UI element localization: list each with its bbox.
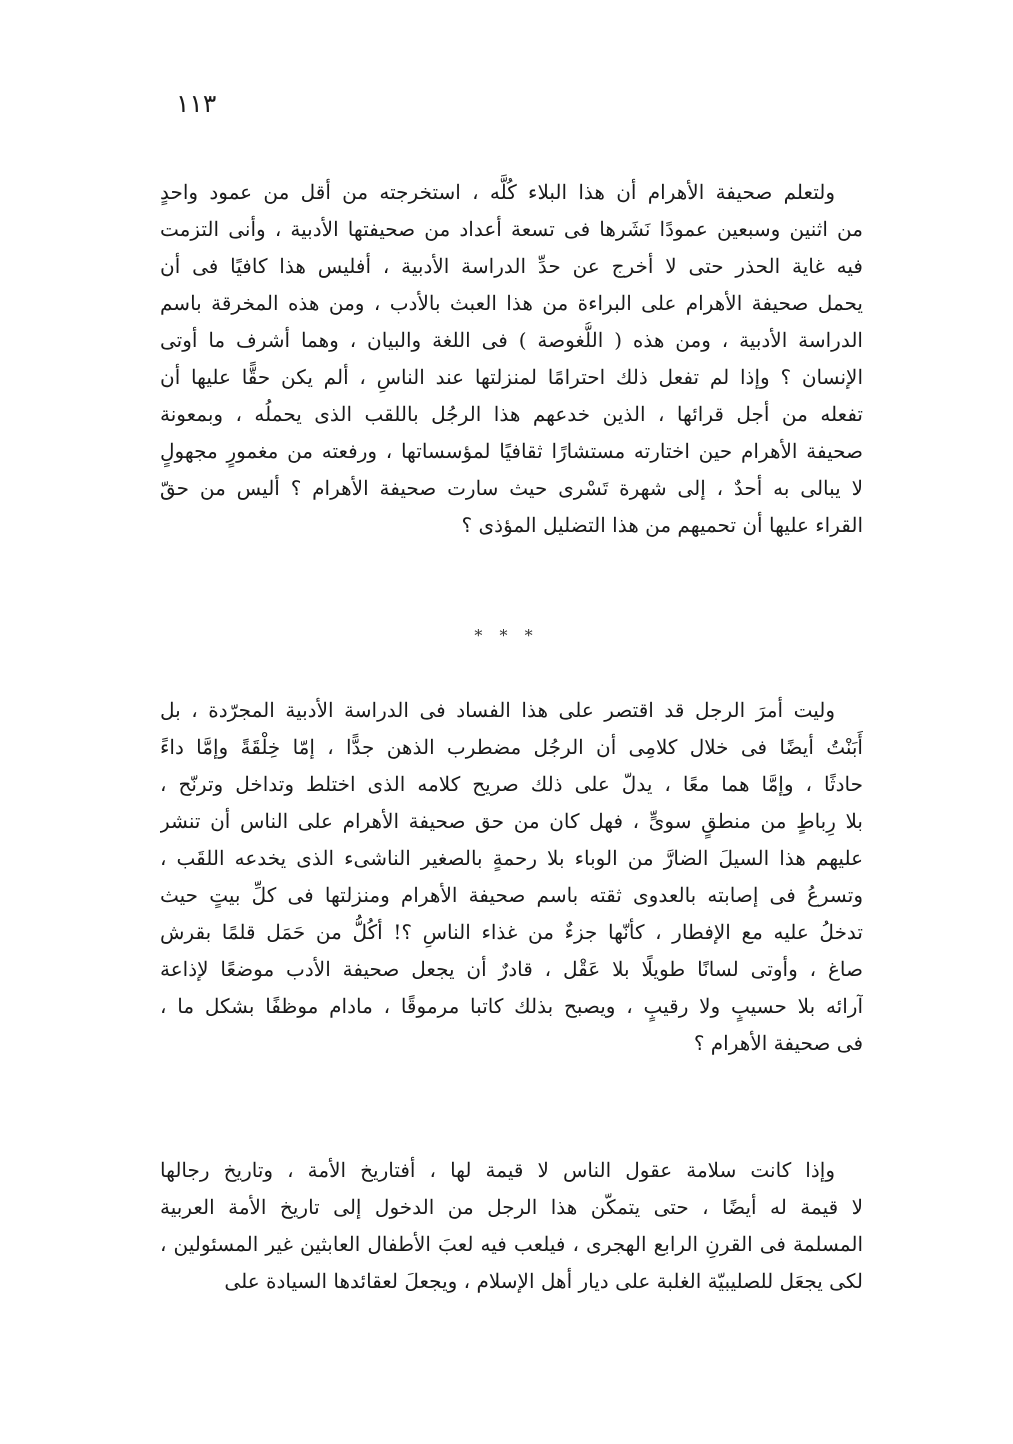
text-line: ولتعلم صحيفة الأهرام أن هذا البلاء كُلَّه ، استخرجته من أقل من عمود واحدٍ — [160, 180, 835, 204]
text-line: بلا رِباطٍ من منطقٍ سوىٍّ ، فهل كان من حق صحيفة الأهرام على الناس أن تنشر — [160, 809, 863, 833]
text-line: صحيفة الأهرام حين اختارته مستشارًا ثقافيًا لمؤسساتها ، ورفعته من مغمورٍ مجهولٍ — [160, 439, 863, 463]
text-line: الدراسة الأدبية ، ومن هذه ( اللُّغوصة ) فى اللغة والبيان ، وهما أشرف ما أوتى — [160, 328, 863, 352]
text-line: عليهم هذا السيلَ الضارَّ من الوباء بلا رحمةٍ بالصغير الناشىء الذى يخدعه اللقَب ، — [160, 846, 863, 870]
text-line: فى صحيفة الأهرام ؟ — [693, 1031, 863, 1055]
paragraph-3 — [160, 1152, 863, 1300]
text-line: تفعله من أجل قرائها ، الذين خدعهم هذا الرجُل باللقب الذى يحملُه ، وبمعونة — [160, 402, 863, 426]
text-line: المسلمة فى القرنِ الرابع الهجرى ، فيلعب فيه لعبَ الأطفال العابثين غير المسئولين ، — [160, 1232, 863, 1256]
text-line: صاغ ، وأوتى لسانًا طويلًا بلا عَقْل ، قادرٌ أن يجعل صحيفة الأدب موضعًا لإذاعة — [160, 957, 863, 981]
text-line: من اثنين وسبعين عمودًا نَشَرها فى تسعة أعداد من صحيفتها الأدبية ، وأنى التزمت — [160, 217, 863, 241]
text-line: لا قيمة له أيضًا ، حتى يتمكّن هذا الرجل من الدخول إلى تاريخ الأمة العربية — [160, 1195, 863, 1219]
text-line: الإنسان ؟ وإذا لم تفعل ذلك احترامًا لمنزلتها عند الناسِ ، ألم يكن حقًّا عليها أن — [160, 365, 863, 389]
text-line: لكى يجعَل للصليبيّة الغلبة على ديار أهل الإسلام ، ويجعلَ لعقائدها السيادة على — [224, 1269, 863, 1293]
text-line: فيه غاية الحذر حتى لا أخرج عن حدِّ الدراسة الأدبية ، أفليس هذا كافيًا فى أن — [160, 254, 863, 278]
text-line: وتسرعُ فى إصابته بالعدوى ثقته باسم صحيفة الأهرام ومنزلتها فى كلِّ بيتٍ حيث — [160, 883, 863, 907]
page-number: ١١٣ — [176, 89, 217, 118]
paragraph-2 — [160, 692, 863, 1062]
paragraph-1 — [160, 174, 863, 544]
section-separator: * * * — [474, 626, 539, 645]
text-line: وإذا كانت سلامة عقول الناس لا قيمة لها ، أفتاريخ الأمة ، وتاريخ رجالها — [160, 1158, 835, 1182]
text-line: آرائه بلا حسيبٍ ولا رقيبٍ ، ويصبح بذلك كاتبا مرموقًا ، مادام موظفًا بشكل ما ، — [160, 994, 863, 1018]
text-line: تدخلُ عليه مع الإفطار ، كأنّها جزءٌ من غذاء الناسِ ؟! أكُلُّ من حَمَل قلمًا بقرش — [160, 920, 863, 944]
text-line: وليت أمرَ الرجل قد اقتصر على هذا الفساد فى الدراسة الأدبية المجرّدة ، بل — [160, 698, 835, 722]
text-line: أَبَنْتُ أيضًا فى خلال كلامِى أن الرجُل مضطرب الذهن جدًّا ، إمّا خِلْقَةً وإمَّا داءً — [160, 735, 863, 759]
text-line: لا يبالى به أحدٌ ، إلى شهرة تَسْرى حيث سارت صحيفة الأهرام ؟ أليس من حقّ — [160, 476, 863, 500]
text-line: يحمل صحيفة الأهرام على البراءة من هذا العبث بالأدب ، ومن هذه المخرقة باسم — [160, 291, 863, 315]
text-line: القراء عليها أن تحميهم من هذا التضليل المؤذى ؟ — [461, 513, 863, 537]
text-line: حادثًا ، وإمَّا هما معًا ، يدلّ على ذلك صريح كلامه الذى اختلط وتداخل وترنّح ، — [160, 772, 863, 796]
